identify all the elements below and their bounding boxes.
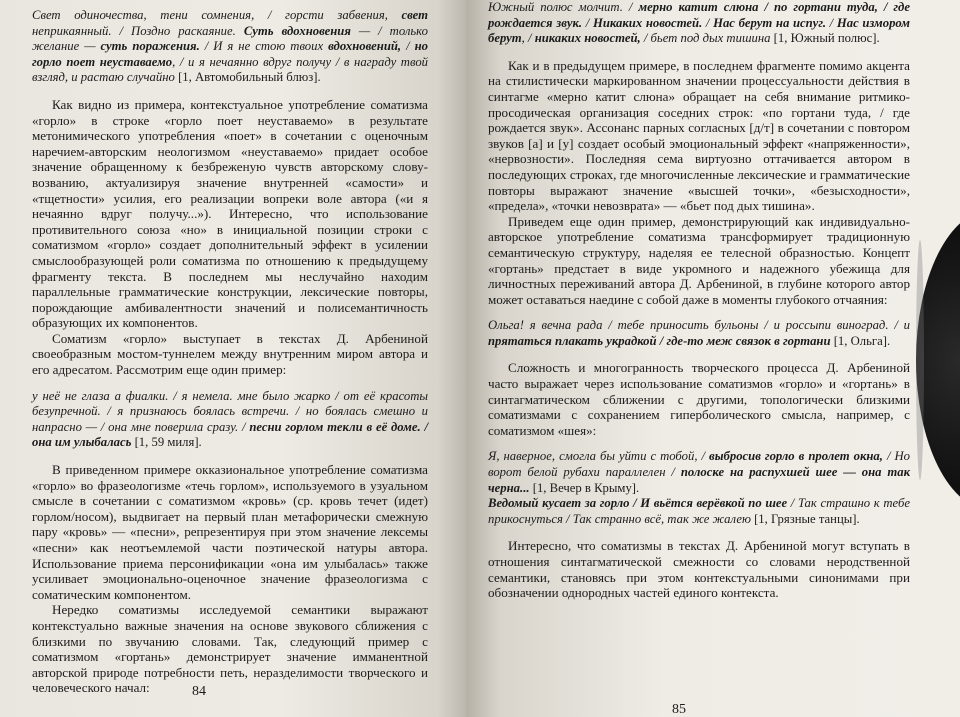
quote-text: Нас измором берут xyxy=(488,15,910,46)
quote-text: / xyxy=(702,15,714,30)
left-page xyxy=(0,0,470,717)
quote-text: / И я не стою твоих xyxy=(199,39,329,54)
quote-text: / xyxy=(826,15,837,30)
quote-source: [1, 59 миля]. xyxy=(131,435,202,450)
quote-text: суть поражения. xyxy=(100,39,200,54)
paragraph: Как и в предыдущем примере, в последнем фрагменте помимо акцента на стилистически маркированном значении процессуальности действия в синтагме «мерно катит слюна» обращает на себя внимание ритмико-просодическая организация соседних строк: «по гортани туда, / где рождается звук». Ассонанс парных согласных [д/т] в сочетании с повтором звуков [а] и [у] создает особый эмоциональный эффект «напряженности», «нервозности». Последняя сема виртуозно оттачивается автором в последующих строках, где многочисленные лексические и грамматические повторы выражают значение «высшей точки», «безысходности», «предела», «точки невозврата» — «бьет под дых тишина». xyxy=(488,57,910,214)
quote-text: Свет одиночества, тени сомнения, / горсти забвения, xyxy=(32,8,402,22)
quote-text: у неё не глаза а фиалки. / я немела. мне было жарко / от её красоты безупречной. / я признаюсь боялась встречи. / но боялась смешно и напрасно — / она мне поверила сразу. / xyxy=(32,388,428,434)
quote-source: [1, Вечер в Крыму]. xyxy=(529,480,640,495)
quote-text: / xyxy=(582,15,593,30)
quote-text: неприкаянный. / Поздно раскаяние. xyxy=(32,23,244,38)
quote-text: свет xyxy=(401,8,428,22)
quote-text: / xyxy=(401,39,415,54)
quote-text: Ведомый кусает за горло / И вьётся верёвкой по шее xyxy=(488,496,788,511)
paragraph: Как видно из примера, контекстуальное употребление соматизма «горло» в строке «горло поет неуставаемо» в результате метонимического употребления «поет» в сочетании с оценочным наречием-авторским неологизмом «неуставаемо» придает особое значение обращенному к безбреженую чувств авторскому слову-возванию, актуализируя значение внутренней «самости» и «тщетности» усилия, его реализации вопреки воле автора («и я нечаянно вдруг получу...»). Интересно, что использование противительного союза «но» в инициальной позиции строки с соматизмом «горло» создает дополнительный эффект в усилении смыслообразующей роли соматизма по отношению к предыдущему фрагменту текста. В последнем мы неслучайно находим параллельные грамматические конструкции, лексические повторы, порождающие амбивалентности значений и полисемантичность образующих их компонентов. xyxy=(32,96,428,331)
quote-text: вдохновений, xyxy=(328,39,402,54)
quote-text: прятаться плакать украдкой / где-то меж связок в гортани xyxy=(488,333,831,348)
quote-text: выбросив горло в пролет окна, xyxy=(709,449,883,464)
quote-source: [1, Южный полюс]. xyxy=(770,31,880,46)
page-number: 85 xyxy=(672,702,686,717)
quote-source: [1, Автомобильный блюз]. xyxy=(174,70,321,85)
right-page xyxy=(466,0,960,717)
quote-text: но горло поет неуставаемо xyxy=(32,39,428,69)
quote-59-mile xyxy=(32,389,428,451)
paragraph: Соматизм «горло» выступает в текстах Д. Арбениной своеобразным мостом-туннелем между внутренним миром автора и его адресатом. Рассмотрим еще один пример: xyxy=(32,330,428,378)
quote-text: Суть вдохновения xyxy=(243,23,351,38)
paragraph: В приведенном примере окказиональное употребление соматизма «горло» во фразеологизме «течь горлом», используемого в узуальном смысле в сочетании с соматизмом «кровь» (ср. кровь течет (идет) горлом/носом), выдвигает на первый план метафорически смежную пару «кровь» — «песни», репрезентируя при этом значение лексемы «песни» как неотъемлемой части поэтической натуры автора. Использование приема персонификации «она им улыбалась» также усиливает эмоционально-оценочное значение фразеологизма с соматическим компонентом. xyxy=(32,462,428,602)
quote-source: [1, Грязные танцы]. xyxy=(750,511,860,526)
quote-text: / Но ворот белой рубахи параллелен / xyxy=(488,449,910,480)
quote-text: / Так страшно к тебе прикоснуться / Так странно всё, так же жалею xyxy=(488,496,910,526)
quote-text: никаких новостей, xyxy=(534,31,641,46)
paragraph: Сложность и многогранность творческого процесса Д. Арбениной часто выражает через использование соматизмов «горло» и «гортань» в синтагматическом сближении с другими, топологически близкими соматизмами с сохранением гиперболического смысла, например, с соматизмом «шея»: xyxy=(488,360,910,438)
paragraph: Приведем еще один пример, демонстрирующий как индивидуально-авторское употребление соматизма трансформирует традиционную семантическую структуру, наделяя ее телесной образностью. Концепт «гортань» предстает в виде укромного и надежного убежища для личностных переживаний автора Д. Арбениной, в глубине которого автор может оставаться наедине с собой даже в моменты глубокого отчаяния: xyxy=(488,213,910,307)
quote-text: полоске на распухшей шее — она так черна... xyxy=(488,465,910,495)
quote-text: Никаких новостей. xyxy=(592,15,703,30)
quote-dirty-dancing xyxy=(488,496,910,527)
quote-south-pole xyxy=(488,0,910,47)
quote-text: , / и я нечаянно вдруг получу / в награду твой взгляд, и растаю случайно xyxy=(32,54,429,85)
quote-source: [1, Ольга]. xyxy=(830,333,891,348)
quote-auto-blues xyxy=(32,8,428,86)
quote-olga xyxy=(488,318,910,349)
quote-evening-crimea xyxy=(488,449,910,496)
quote-text: / бьет под дых тишина xyxy=(640,31,771,46)
paragraph: Нередко соматизмы исследуемой семантики выражают контекстуально важные значения на основе звукового сближения с близкими по звучанию словами. Так, следующий пример с соматизмом «гортань» демонстрирует значение имманентной авторской природе потребности петь, неразделимости творческого и человеческого начал: xyxy=(32,602,428,696)
paragraph: Интересно, что соматизмы в текстах Д. Арбениной могут вступать в отношения синтагматической смежности со словами неродственной семантики, становясь при этом контекстуальными синонимами при обозначении однородных частей единого контекста. xyxy=(488,538,910,601)
quote-text: — / только желание — xyxy=(32,23,428,54)
page-number: 84 xyxy=(192,684,206,699)
quote-text: песни горлом текли в её доме. / она им улыбалась xyxy=(32,419,428,450)
quote-text: Нас берут на испуг. xyxy=(713,15,827,30)
quote-text: , / xyxy=(521,31,535,46)
quote-text: Южный полюс молчит. / xyxy=(488,0,639,14)
quote-text: мерно катит слюна / по гортани туда, / где рождается звук. xyxy=(488,0,910,30)
quote-text: Я, наверное, смогла бы уйти с тобой, / xyxy=(488,449,710,464)
quote-text: Ольга! я вечна рада / тебе приносить бульоны / и россыпи виноград. / и xyxy=(488,318,910,333)
